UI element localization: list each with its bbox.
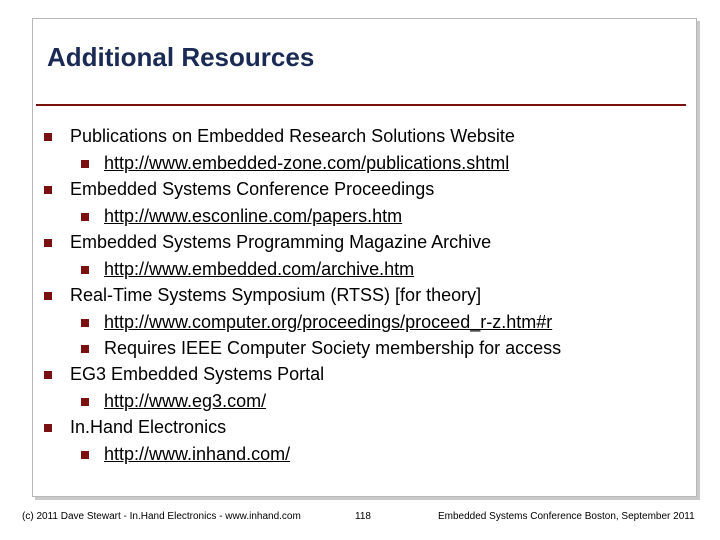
footer-page-number: 118 — [355, 511, 371, 522]
list-item — [44, 176, 684, 203]
square-bullet-icon — [81, 213, 89, 221]
list-item — [44, 361, 684, 388]
square-bullet-icon — [44, 186, 52, 194]
list-item-text: In.Hand Electronics — [70, 417, 227, 437]
sub-list-item-text: Requires IEEE Computer Society membership for access — [104, 338, 562, 358]
square-bullet-icon — [44, 133, 52, 141]
list-item — [44, 123, 684, 150]
square-bullet-icon — [44, 424, 52, 432]
sub-list-item[interactable] — [44, 150, 684, 176]
list-item-text: EG3 Embedded Systems Portal — [70, 364, 325, 384]
sub-list-item[interactable] — [44, 309, 684, 335]
square-bullet-icon — [81, 451, 89, 459]
list-item-text: Embedded Systems Conference Proceedings — [70, 179, 435, 199]
resource-link[interactable]: http://www.embedded.com/archive.htm — [104, 259, 415, 279]
square-bullet-icon — [81, 319, 89, 327]
sub-list-item[interactable] — [44, 256, 684, 282]
sub-list-item — [44, 335, 684, 361]
footer-conference: Embedded Systems Conference Boston, September 2011 — [438, 511, 695, 522]
square-bullet-icon — [81, 266, 89, 274]
list-item-text: Publications on Embedded Research Solutions Website — [70, 126, 515, 146]
list-item-text: Embedded Systems Programming Magazine Archive — [70, 232, 492, 252]
footer-copyright: (c) 2011 Dave Stewart - In.Hand Electronics - www.inhand.com — [22, 511, 301, 522]
list-item — [44, 229, 684, 256]
resource-link[interactable]: http://www.computer.org/proceedings/proceed_r-z.htm#r — [104, 312, 553, 332]
list-item — [44, 414, 684, 441]
sub-list-item[interactable] — [44, 388, 684, 414]
resource-link[interactable]: http://www.esconline.com/papers.htm — [104, 206, 403, 226]
resource-link[interactable]: http://www.inhand.com/ — [104, 444, 291, 464]
list-item-text: Real-Time Systems Symposium (RTSS) [for theory] — [70, 285, 482, 305]
title-divider — [36, 104, 686, 106]
square-bullet-icon — [81, 398, 89, 406]
resource-link[interactable]: http://www.embedded-zone.com/publications.shtml — [104, 153, 510, 173]
square-bullet-icon — [44, 239, 52, 247]
square-bullet-icon — [44, 292, 52, 300]
slide-title: Additional Resources — [47, 42, 315, 72]
list-item — [44, 282, 684, 309]
resource-link[interactable]: http://www.eg3.com/ — [104, 391, 267, 411]
bullet-list — [44, 123, 684, 467]
square-bullet-icon — [81, 345, 89, 353]
square-bullet-icon — [44, 371, 52, 379]
square-bullet-icon — [81, 160, 89, 168]
sub-list-item[interactable] — [44, 441, 684, 467]
sub-list-item[interactable] — [44, 203, 684, 229]
